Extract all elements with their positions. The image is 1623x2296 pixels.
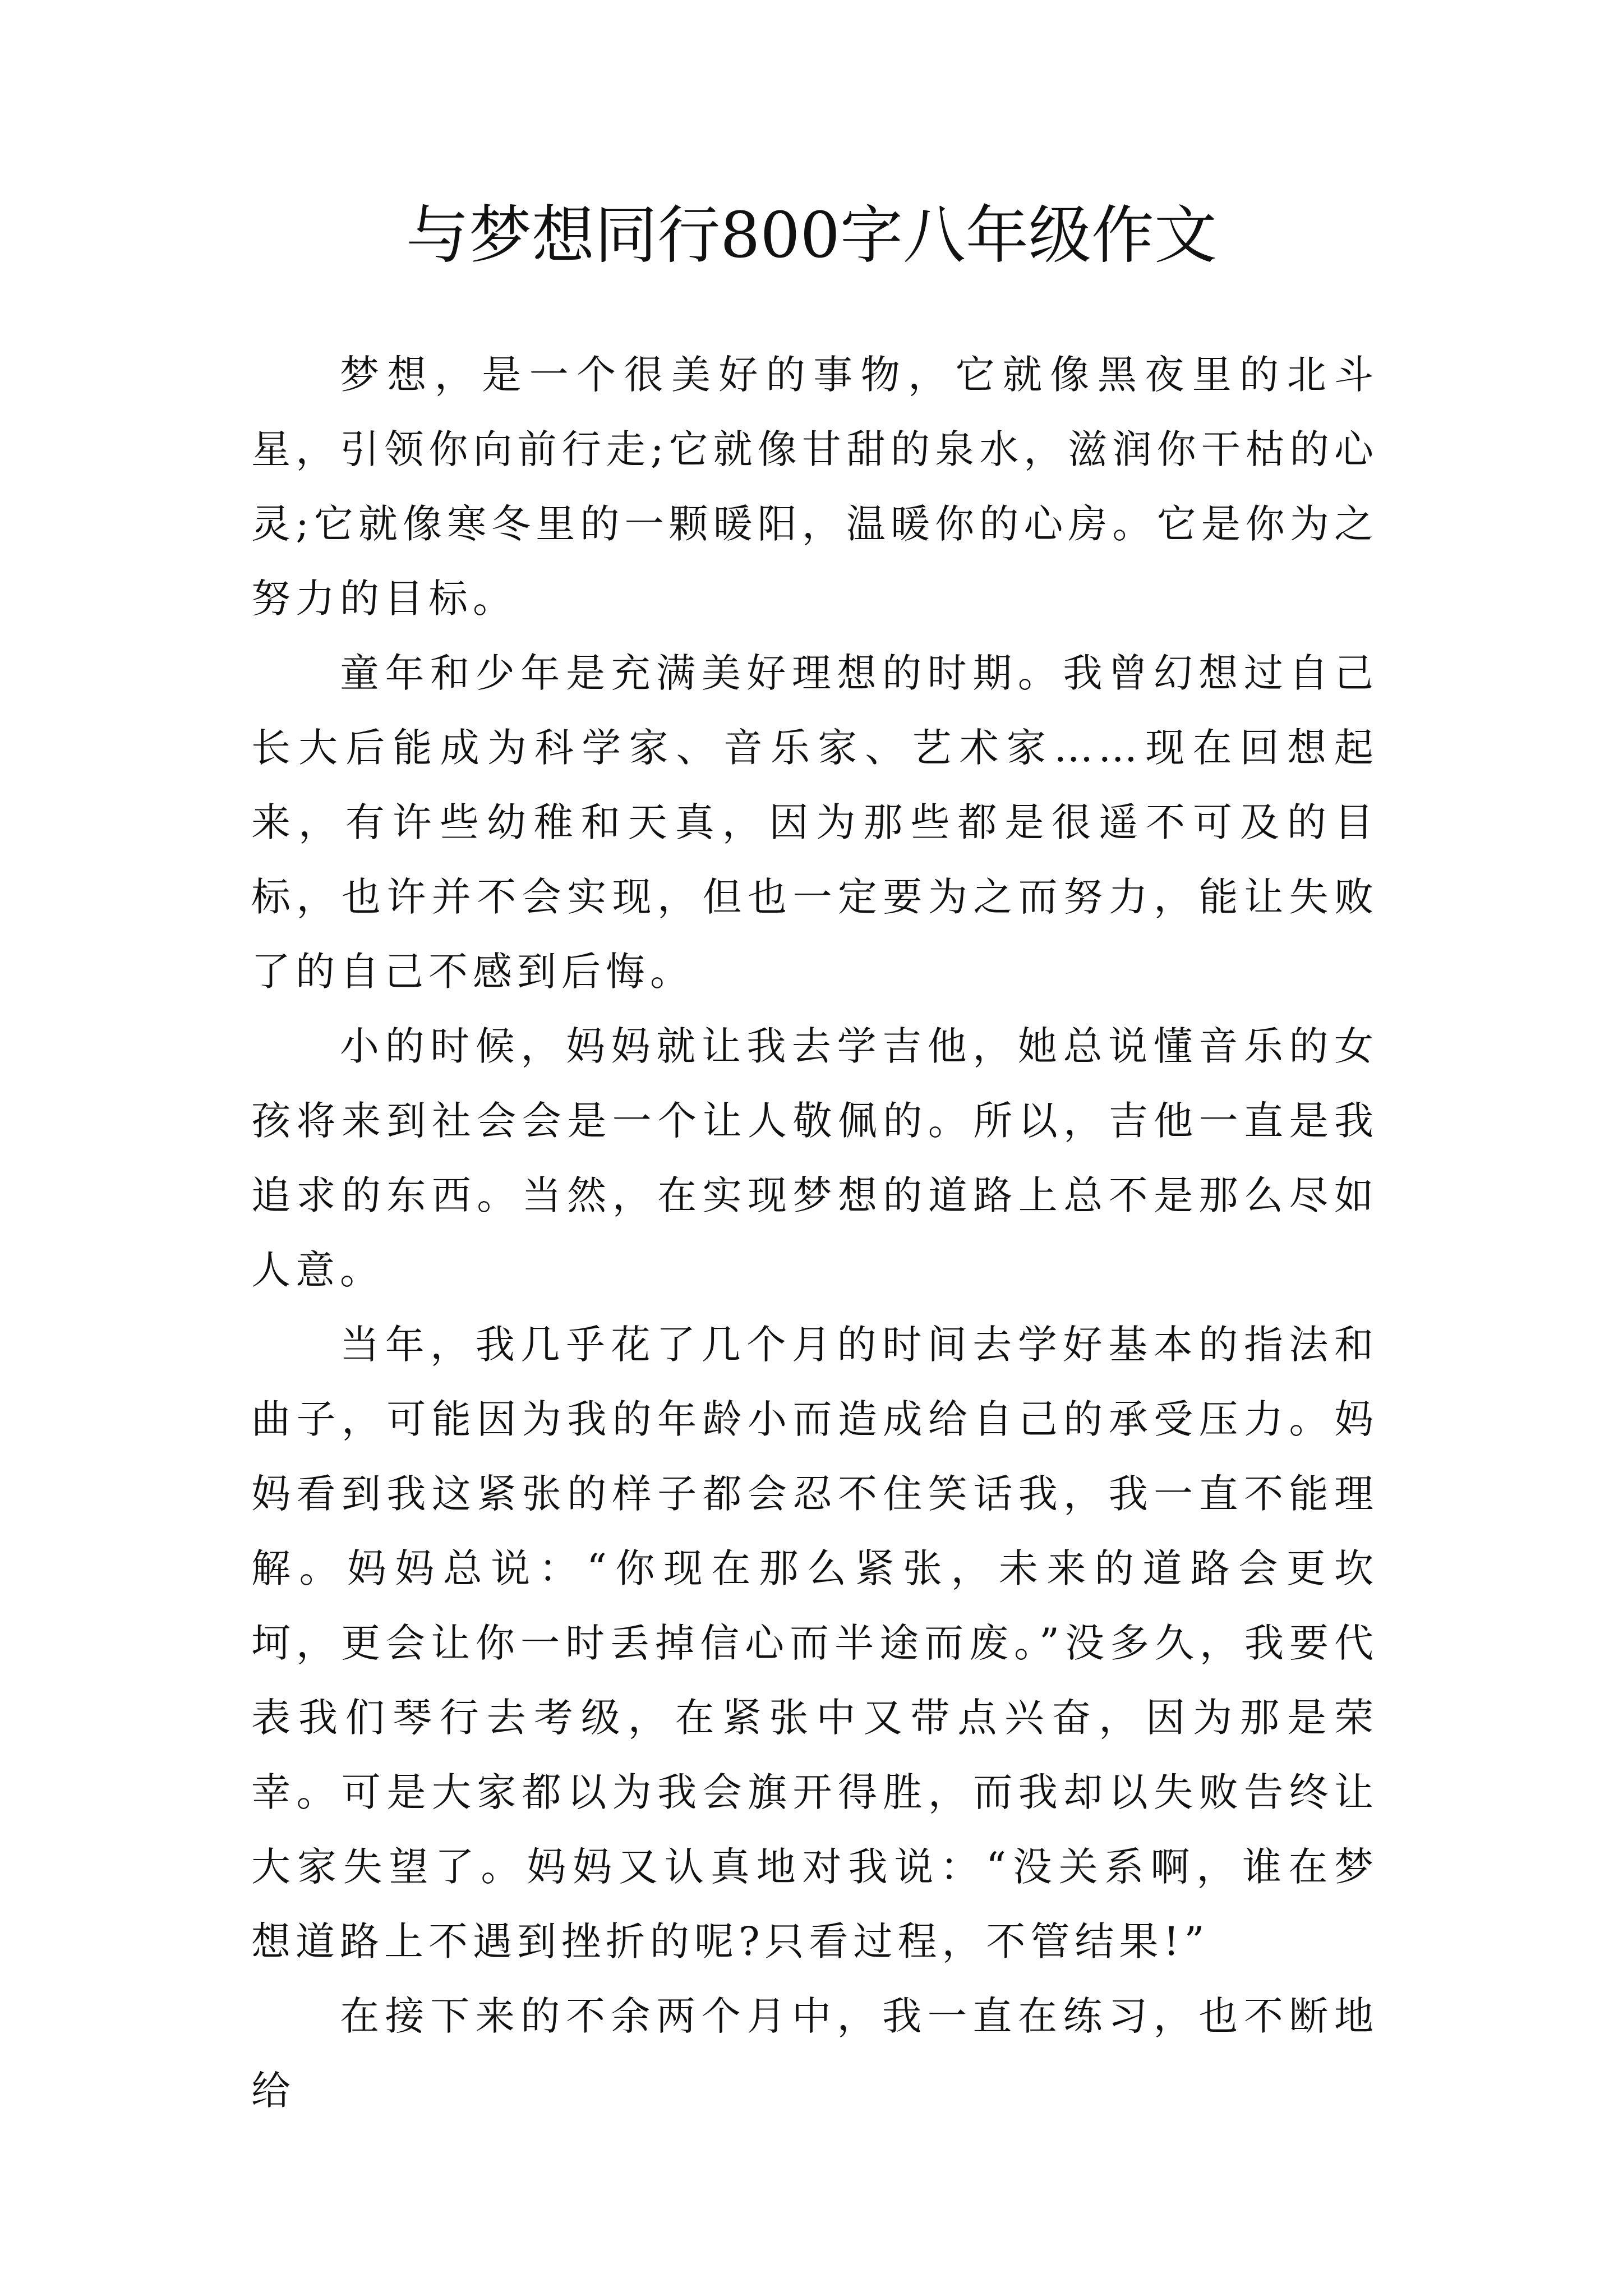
paragraph: 当年，我几乎花了几个月的时间去学好基本的指法和曲子，可能因为我的年龄小而造成给自己的承受压力。妈妈看到我这紧张的样子都会忍不住笑话我，我一直不能理解。妈妈总说：“你现在那么紧张，未来的道路会更坎坷，更会让你一时丢掉信心而半途而废。”没多久，我要代表我们琴行去考级，在紧张中又带点兴奋，因为那是荣幸。可是大家都以为我会旗开得胜，而我却以失败告终让大家失望了。妈妈又认真地对我说：“没关系啊，谁在梦想道路上不遇到挫折的呢?只看过程，不管结果!” (251, 1322, 1378, 1964)
paragraph: 童年和少年是充满美好理想的时期。我曾幻想过自己长大后能成为科学家、音乐家、艺术家……现在回想起来，有许些幼稚和天真，因为那些都是很遥不可及的目标，也许并不会实现，但也一定要为之而努力，能让失败了的自己不感到后悔。 (251, 650, 1378, 995)
paragraph: 在接下来的不余两个月中，我一直在练习，也不断地给 (251, 1993, 1378, 2114)
document-body (251, 338, 1378, 2128)
paragraph: 小的时候，妈妈就让我去学吉他，她总说懂音乐的女孩将来到社会会是一个让人敬佩的。所以，吉他一直是我追求的东西。当然，在实现梦想的道路上总不是那么尽如人意。 (251, 1023, 1378, 1293)
paragraph: 梦想，是一个很美好的事物，它就像黑夜里的北斗星，引领你向前行走;它就像甘甜的泉水，滋润你干枯的心灵;它就像寒冬里的一颗暖阳，温暖你的心房。它是你为之努力的目标。 (251, 352, 1378, 622)
document-title: 与梦想同行800字八年级作文 (406, 199, 1217, 272)
